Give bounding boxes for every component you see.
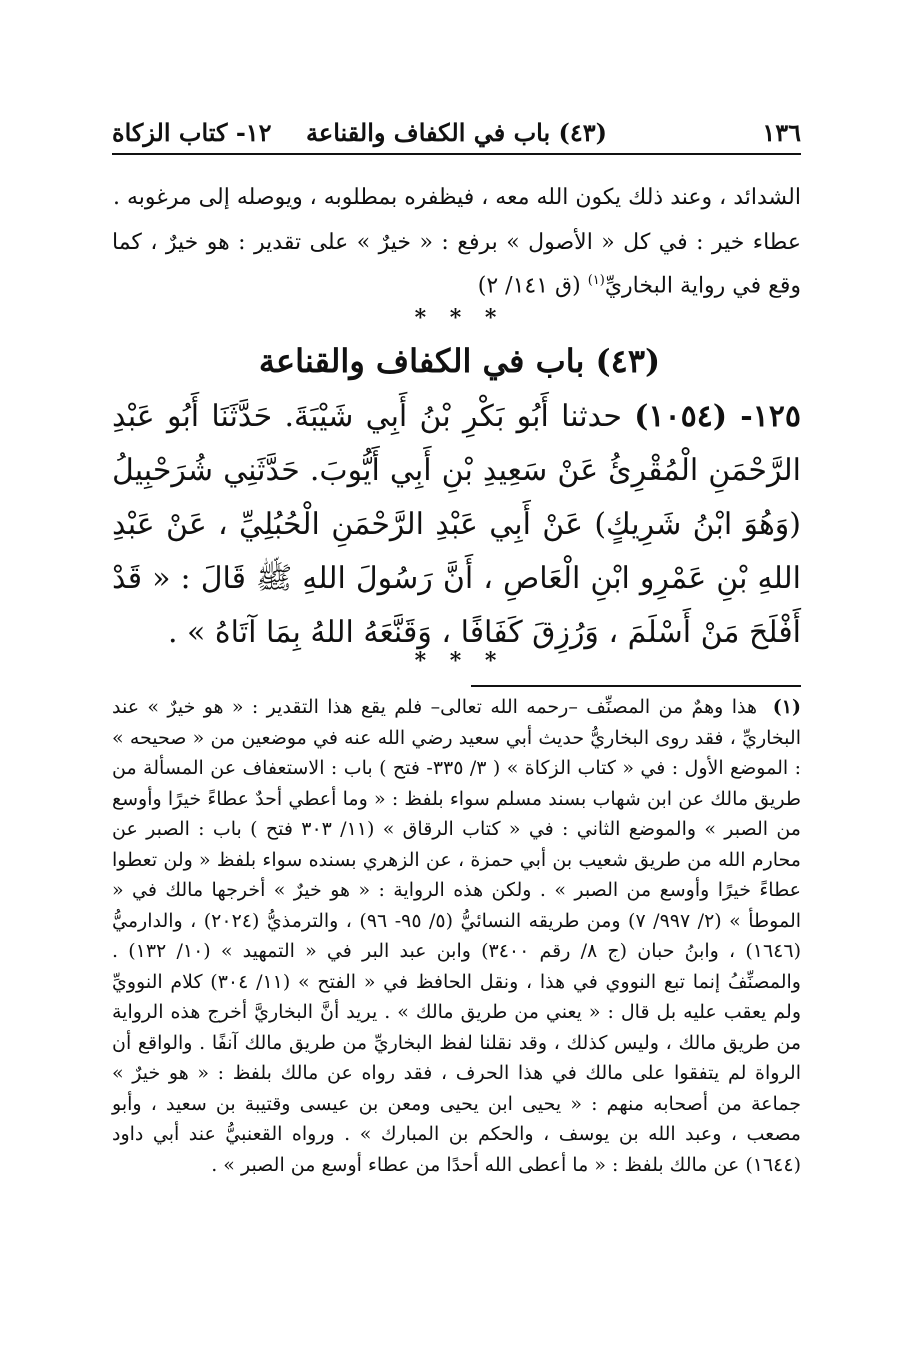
- footnote-divider: [471, 685, 801, 687]
- commentary-text: عطاء خير : في كل « الأصول » برفع : « خيرٌ » على تقدير : هو خيرٌ ، كما وقع في رواية البخاريِّ: [112, 230, 801, 299]
- header-book-title: ١٢- كتاب الزكاة: [112, 118, 272, 147]
- continuation-text: الشدائد ، وعند ذلك يكون الله معه ، فيظفره بمطلوبه ، ويوصله إلى مرغوبه .: [112, 185, 801, 210]
- section-separator: * * *: [414, 305, 505, 331]
- footnote-marker: (١): [772, 696, 801, 718]
- hadith-paragraph: [112, 390, 801, 660]
- running-header: [112, 112, 801, 152]
- footnote-text: هذا وهمٌ من المصنِّف –رحمه الله تعالى– فلم يقع هذا التقدير : « هو خيرٌ » عند البخاريِّ ، فقد روى البخاريُّ حديث أبي سعيد رضي الله عنه في موضعين من « صحيحه » : الموضع الأول : في « كتاب الزكاة » ( ٣/ ٣٣٥- فتح ) باب : الاستعفاف عن المسألة من طريق مالك عن ابن شهاب بسند مسلم سواء بلفظ : « وما أعطي أحدٌ عطاءً خيرًا وأوسع من الصبر » والموضع الثاني : في « كتاب الرقاق » (١١/ ٣٠٣ فتح ) باب : الصبر عن محارم الله من طريق شعيب بن أبي حمزة ، عن الزهري بسنده سواء بلفظ « ولن تعطوا عطاءً خيرًا وأوسع من الصبر » . ولكن هذه الرواية : « هو خيرٌ » أخرجها مالك في « الموطأ » (٢/ ٩٩٧/ ٧) ومن طريقه النسائيُّ (٥/ ٩٥- ٩٦) ، والترمذيُّ (٢٠٢٤) ، والدارميُّ (١٦٤٦) ، وابنُ حبان (ج ٨/ رقم ٣٤٠٠) وابن عبد البر في « التمهيد » (١٠/ ١٣٢) . والمصنِّفُ إنما تبع النووي في هذا ، ونقل الحافظ في « الفتح » (١١/ ٣٠٤) كلام النوويِّ ولم يعقب عليه بل قال : « يعني من طريق مالك » . يريد أنَّ البخاريَّ أخرج هذه الرواية من طريق مالك ، وليس كذلك ، وقد نقلنا لفظ البخاريِّ من طريق مالك آنفًا . والواقع أن الرواة لم يتفقوا على مالك في هذا الحرف ، فقد رواه عن مالك بلفظ : « هو خيرٌ » جماعة من أصحابه منهم : « يحيى ابن يحيى ومعن بن عيسى وقتيبة بن سعيد ، وأبو مصعب ، وعبد الله بن يوسف ، والحكم بن المبارك » . ورواه القعنبيُّ عند أبي داود (١٦٤٤) عن مالك بلفظ : « ما أعطى الله أحدًا من عطاء أوسع من الصبر » .: [112, 696, 802, 1176]
- manuscript-reference: (ق ١٤١/ ٢): [477, 273, 581, 299]
- commentary-paragraph: [112, 224, 801, 305]
- hadith-number: ١٢٥- (١٠٥٤): [634, 399, 801, 434]
- header-chapter-title: (٤٣) باب في الكفاف والقناعة: [306, 118, 607, 147]
- header-divider: [112, 153, 801, 155]
- section-separator-end: * * *: [414, 648, 505, 674]
- chapter-heading: (٤٣) باب في الكفاف والقناعة: [258, 342, 661, 380]
- page-number: ١٣٦: [762, 118, 801, 147]
- footnote-reference: (١): [587, 273, 605, 288]
- footnote: [112, 692, 801, 1180]
- hadith-text: حدثنا أَبُو بَكْرِ بْنُ أَبِي شَيْبَةَ. حَدَّثَنَا أَبُو عَبْدِ الرَّحْمَنِ الْمُقْرِئُ عَنْ سَعِيدِ بْنِ أَبِي أَيُّوبَ. حَدَّثَنِي شُرَحْبِيلُ (وَهُوَ ابْنُ شَرِيكٍ) عَنْ أَبِي عَبْدِ الرَّحْمَنِ الْحُبُلِيِّ ، عَنْ عَبْدِ اللهِ بْنِ عَمْرِو ابْنِ الْعَاصِ ، أَنَّ رَسُولَ اللهِ ﷺ قَالَ : « قَدْ أَفْلَحَ مَنْ أَسْلَمَ ، وَرُزِقَ كَفَافًا ، وَقَنَّعَهُ اللهُ بِمَا آتَاهُ » .: [112, 399, 801, 650]
